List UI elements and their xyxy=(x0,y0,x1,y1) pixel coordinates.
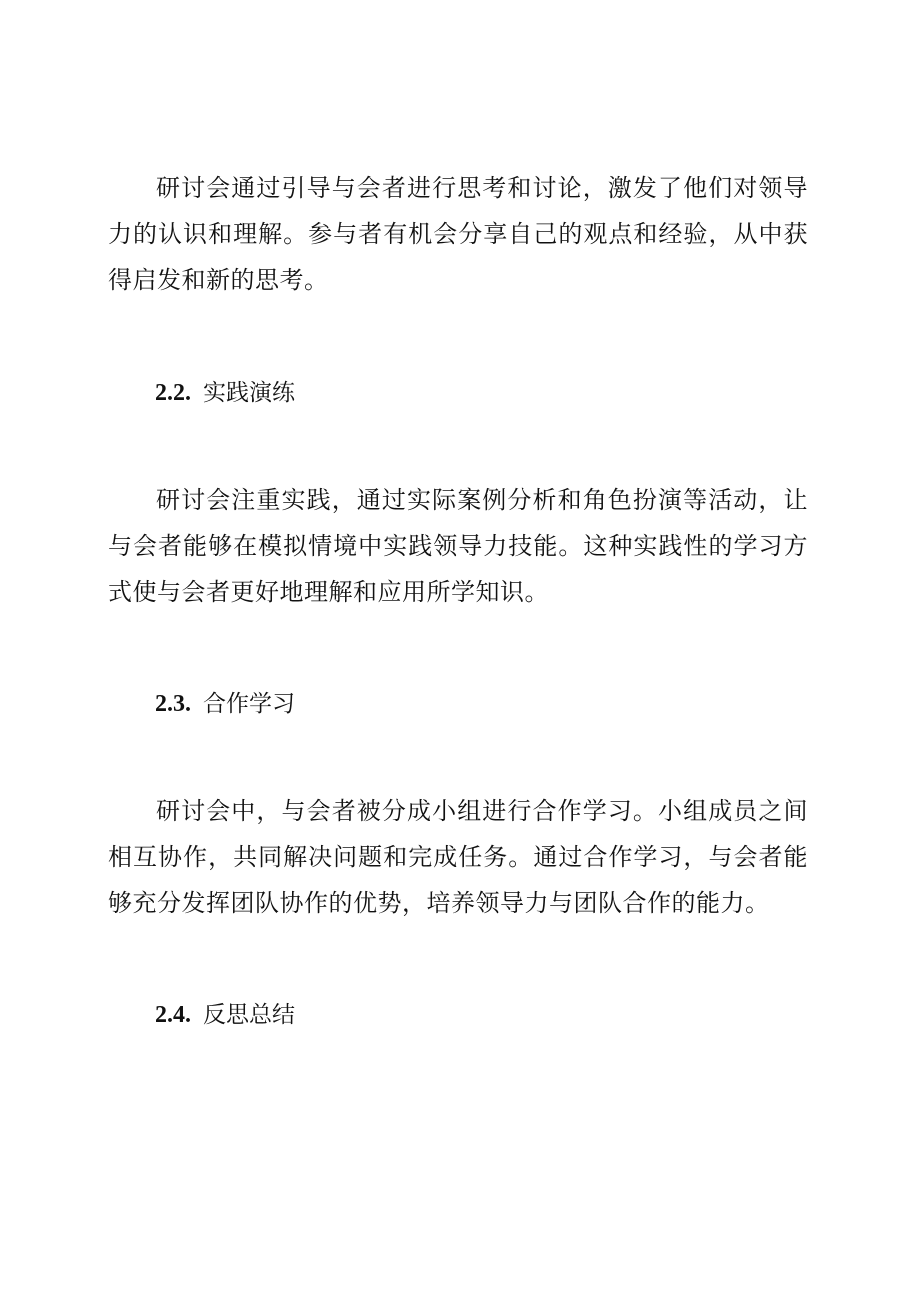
section-heading-2-3 xyxy=(155,687,295,720)
section-heading-2-2 xyxy=(155,376,295,409)
section-title: 合作学习 xyxy=(203,691,295,717)
paragraph-intro: 研讨会通过引导与会者进行思考和讨论，激发了他们对领导力的认识和理解。参与者有机会分享自己的观点和经验，从中获得启发和新的思考。 xyxy=(108,174,808,294)
paragraph-cooperation: 研讨会中，与会者被分成小组进行合作学习。小组成员之间相互协作，共同解决问题和完成任务。通过合作学习，与会者能够充分发挥团队协作的优势，培养领导力与团队合作的能力。 xyxy=(108,797,808,917)
section-number: 2.2. xyxy=(155,380,191,406)
section-heading-2-4 xyxy=(155,998,295,1031)
section-title: 实践演练 xyxy=(203,380,295,406)
paragraph-practice: 研讨会注重实践，通过实际案例分析和角色扮演等活动，让与会者能够在模拟情境中实践领导力技能。这种实践性的学习方式使与会者更好地理解和应用所学知识。 xyxy=(108,486,808,606)
section-title: 反思总结 xyxy=(203,1002,295,1028)
section-number: 2.4. xyxy=(155,1002,191,1028)
section-number: 2.3. xyxy=(155,691,191,717)
